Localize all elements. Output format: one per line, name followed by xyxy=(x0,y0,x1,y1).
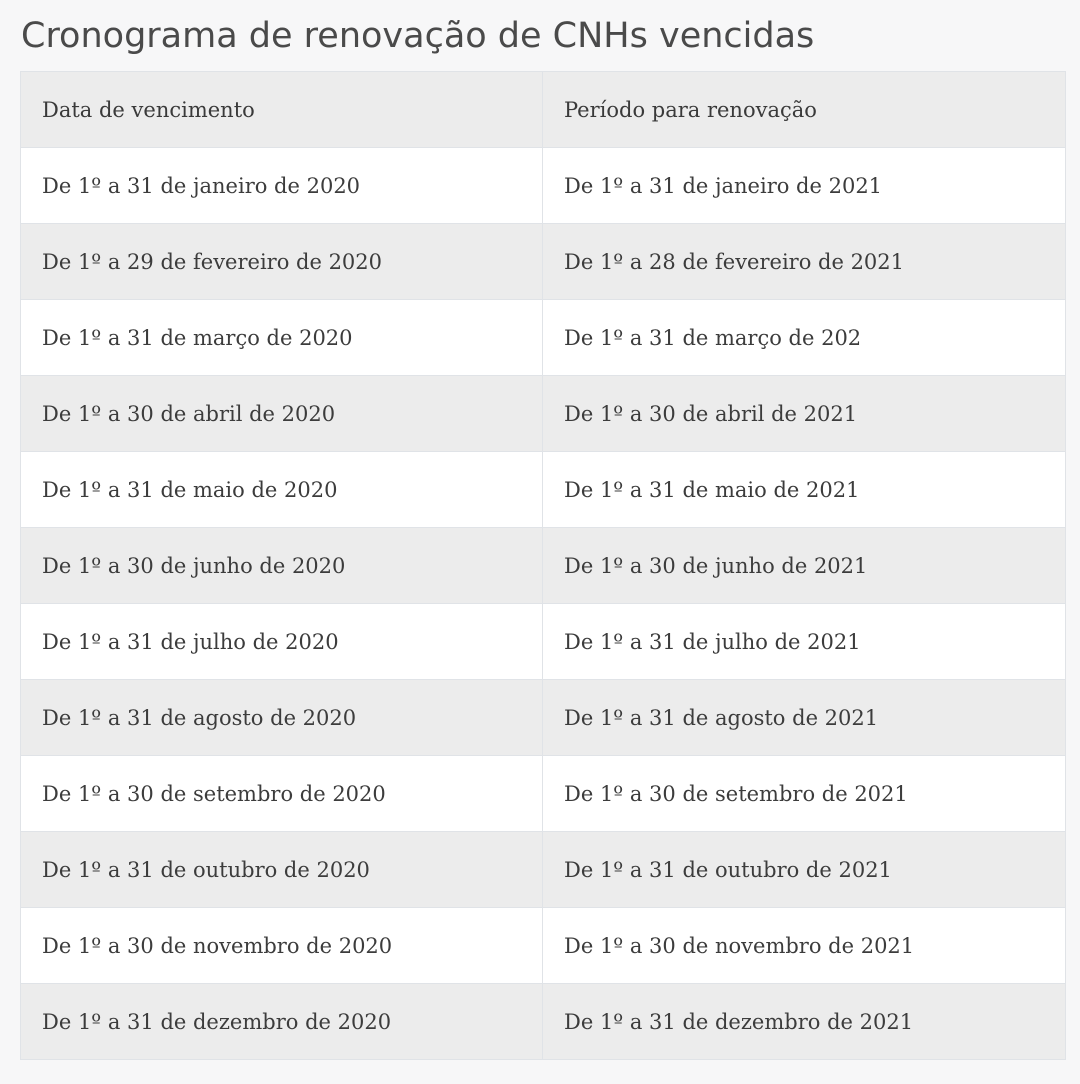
expiration-date-cell: De 1º a 31 de janeiro de 2020 xyxy=(21,148,543,224)
table-row xyxy=(21,300,1066,376)
expiration-date-cell: De 1º a 29 de fevereiro de 2020 xyxy=(21,224,543,300)
renewal-period-cell: De 1º a 30 de junho de 2021 xyxy=(543,528,1066,604)
expiration-date-cell: De 1º a 30 de novembro de 2020 xyxy=(21,908,543,984)
expiration-date-cell: De 1º a 31 de maio de 2020 xyxy=(21,452,543,528)
expiration-date-cell: De 1º a 31 de março de 2020 xyxy=(21,300,543,376)
table-row xyxy=(21,680,1066,756)
renewal-period-cell: De 1º a 30 de setembro de 2021 xyxy=(543,756,1066,832)
renewal-period-cell: De 1º a 31 de outubro de 2021 xyxy=(543,832,1066,908)
expiration-date-cell: De 1º a 31 de julho de 2020 xyxy=(21,604,543,680)
table-row xyxy=(21,984,1066,1060)
expiration-date-cell: De 1º a 31 de agosto de 2020 xyxy=(21,680,543,756)
renewal-period-cell: De 1º a 30 de abril de 2021 xyxy=(543,376,1066,452)
renewal-period-cell: De 1º a 31 de dezembro de 2021 xyxy=(543,984,1066,1060)
table-row xyxy=(21,224,1066,300)
column-header-expiration-date: Data de vencimento xyxy=(21,72,543,148)
renewal-schedule-table xyxy=(20,71,1066,1060)
header-row xyxy=(21,72,1066,148)
table-row xyxy=(21,452,1066,528)
renewal-period-cell: De 1º a 31 de maio de 2021 xyxy=(543,452,1066,528)
renewal-period-cell: De 1º a 31 de março de 202 xyxy=(543,300,1066,376)
table-header xyxy=(21,72,1066,148)
table-body xyxy=(21,148,1066,1060)
expiration-date-cell: De 1º a 30 de setembro de 2020 xyxy=(21,756,543,832)
renewal-period-cell: De 1º a 28 de fevereiro de 2021 xyxy=(543,224,1066,300)
renewal-period-cell: De 1º a 30 de novembro de 2021 xyxy=(543,908,1066,984)
expiration-date-cell: De 1º a 31 de dezembro de 2020 xyxy=(21,984,543,1060)
renewal-period-cell: De 1º a 31 de janeiro de 2021 xyxy=(543,148,1066,224)
renewal-period-cell: De 1º a 31 de agosto de 2021 xyxy=(543,680,1066,756)
table-row xyxy=(21,832,1066,908)
expiration-date-cell: De 1º a 30 de junho de 2020 xyxy=(21,528,543,604)
table-row xyxy=(21,908,1066,984)
column-header-renewal-period: Período para renovação xyxy=(543,72,1066,148)
table-row xyxy=(21,148,1066,224)
table-row xyxy=(21,376,1066,452)
table-row xyxy=(21,528,1066,604)
expiration-date-cell: De 1º a 30 de abril de 2020 xyxy=(21,376,543,452)
expiration-date-cell: De 1º a 31 de outubro de 2020 xyxy=(21,832,543,908)
page-title: Cronograma de renovação de CNHs vencidas xyxy=(21,16,815,56)
table-row xyxy=(21,756,1066,832)
renewal-period-cell: De 1º a 31 de julho de 2021 xyxy=(543,604,1066,680)
table-row xyxy=(21,604,1066,680)
